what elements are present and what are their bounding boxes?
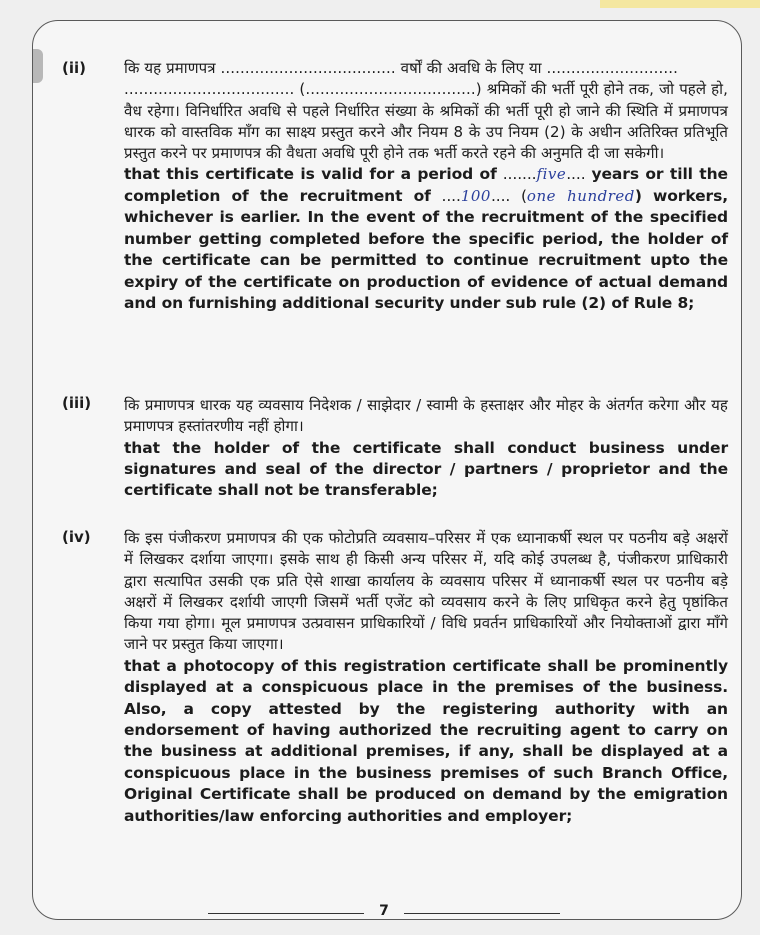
page-number: 7 (379, 903, 389, 919)
handwritten-years: five (536, 165, 567, 184)
clause-number: (iv) (62, 528, 91, 546)
footer-rule-right (404, 913, 560, 914)
dotted-fill: ....... (496, 165, 537, 184)
clause-text (124, 395, 728, 502)
english-paragraph: that a photocopy of this registration certificate shall be prominently displayed at a conspicuous place in the premises of the business. Also, a copy attested by the registering authority with an endorsement of having authorized the recruiting agent to carry on the business at additional premises, if any, shall be displayed at a conspicuous place in the business premises of such Branch Office, Original Certificate shall be produced on demand by the emigration authorities/law enforcing authorities and employer; (124, 656, 728, 825)
clause-text (124, 58, 728, 314)
english-text: ) workers, whichever is earlier. In the event of the recruitment of the specified number getting completed before the specific period, the holder of the certificate can be permitted to continue recruitment upto the expiry of the certificate on production of evidence of actual demand and on furnishing additional security under sub rule (2) of Rule 8; (124, 186, 729, 312)
clause-number: (ii) (62, 59, 86, 77)
english-text: years or till the completion of the recruitment of (124, 165, 728, 205)
handwritten-words: one hundred (526, 186, 635, 205)
hindi-paragraph: ................................... (...................................) श्रमिकों की भर्ती पूरी होने तक, जो पहले हो, वैध रहेगा। विनिर्धारित अवधि से पहले निर्धारित संख्या के श्रमिकों की भर्ती पूरी हो जाने की स्थिति में प्रमाणपत्र धारक को वास्तविक माँग का साक्ष्य प्रस्तुत करने और नियम 8 के उप नियम (2) के अधीन अतिरिक्त प्रतिभूति प्रस्तुत करने पर प्रमाणपत्र की वैधता अवधि पूरी होने तक भर्ती करते रहने की अनुमति दी जा सकेगी। (124, 80, 728, 163)
hindi-paragraph: कि प्रमाणपत्र धारक यह व्यवसाय निदेशक / साझेदार / स्वामी के हस्ताक्षर और मोहर के अंतर्गत करेगा और यह प्रमाणपत्र हस्तांतरणीय नहीं होगा। (124, 396, 728, 436)
page-footer (208, 903, 560, 923)
clause-text (124, 528, 728, 827)
dotted-fill: .... (566, 165, 592, 184)
scan-edge (600, 0, 760, 8)
hindi-line-first: कि यह प्रमाणपत्र .................................... वर्षों की अवधि के लिए या ........................... (124, 59, 678, 77)
english-paragraph: that the holder of the certificate shall conduct business under signatures and seal of the director / partners / proprietor and the certificate shall not be transferable; (124, 438, 728, 500)
binding-mark (33, 49, 43, 83)
dotted-fill: .... ( (490, 186, 527, 205)
clause-number: (iii) (62, 394, 92, 412)
english-text: that this certificate is valid for a period of (124, 165, 497, 184)
hindi-paragraph: कि इस पंजीकरण प्रमाणपत्र की एक फोटोप्रति व्यवसाय–परिसर में एक ध्यानाकर्षी स्थल पर पठनीय बड़े अक्षरों में लिखकर दर्शाया जाएगा। इसके साथ ही किसी अन्य परिसर में, यदि कोई उपलब्ध है, पंजीकरण प्राधिकारी द्वारा सत्यापित उसकी एक प्रति ऐसे शाखा कार्यालय के व्यवसाय परिसर में ध्यानाकर्षी स्थल पर पठनीय बड़े अक्षरों में लिखकर दर्शायी जाएगी जिसमें भर्ती एजेंट को व्यवसाय करने के लिए प्राधिकृत करने हेतु पृष्ठांकित किया गया होगा। मूल प्रमाणपत्र उत्प्रवासन प्राधिकारियों / विधि प्रवर्तन प्राधिकारियों और नियोक्ताओं द्वारा माँगे जाने पर प्रस्तुत किया जाएगा। (124, 529, 728, 654)
dotted-fill: .... (430, 186, 461, 205)
footer-rule-left (208, 913, 364, 914)
handwritten-number: 100 (460, 186, 491, 205)
english-paragraph (124, 164, 728, 314)
